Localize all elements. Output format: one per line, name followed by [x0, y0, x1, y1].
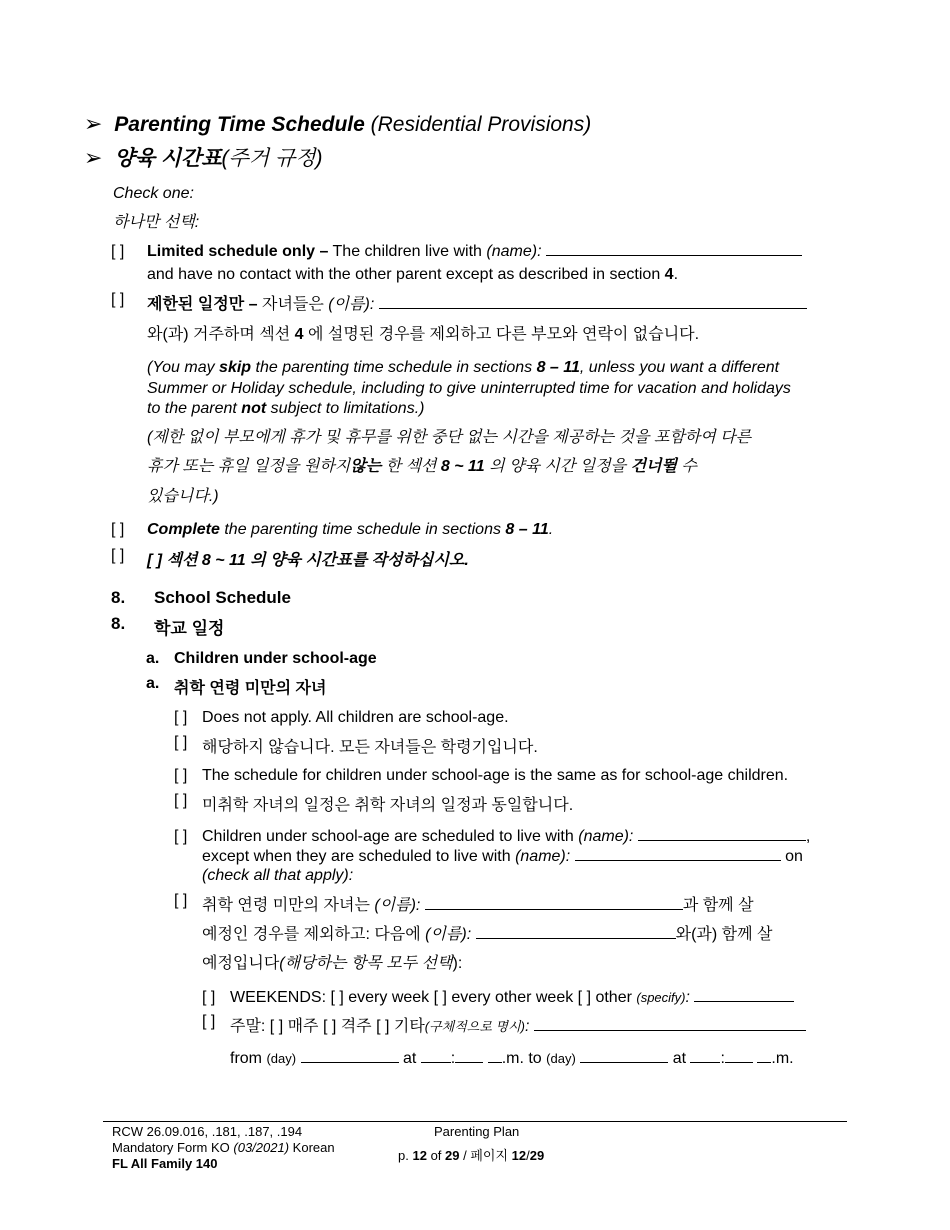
at-label: at	[672, 1050, 687, 1067]
option3-ko-name-field[interactable]	[425, 908, 683, 910]
skip-note-not: not	[241, 400, 267, 417]
skip-note-text: the parenting time schedule in sections	[255, 359, 533, 376]
section-8-title-ko: 학교 일정	[154, 619, 225, 638]
option3-ko-line1	[202, 892, 754, 915]
option3-name-field[interactable]	[638, 839, 806, 841]
option3-en-line2	[202, 848, 803, 866]
weekends-en-line	[230, 989, 794, 1007]
weekends-ko-checkbox[interactable]: [ ]	[202, 1013, 216, 1030]
section-8-number: 8.	[111, 614, 126, 633]
skip-note-en-l2: Summer or Holiday schedule, including to give uninterrupted time for vacation and holidays	[147, 380, 791, 397]
skip-note-text: subject to limitations.)	[270, 400, 425, 417]
option3-en-checkbox[interactable]: [ ]	[174, 828, 188, 845]
weekends-colon: :	[685, 989, 690, 1006]
skip-note-en-l1	[147, 359, 779, 377]
subsection-a-label: a.	[146, 675, 160, 692]
option3-name-label: (name):	[578, 828, 634, 845]
option2-en: The schedule for children under school-age is the same as for school-age children.	[202, 767, 789, 784]
complete-en-sections: 8 – 11	[505, 521, 549, 538]
footer-page-num-ko: 12	[511, 1148, 527, 1163]
skip-note-text: (You may	[147, 359, 215, 376]
footer-rcw: RCW 26.09.016, .181, .187, .194	[112, 1124, 303, 1139]
weekends-en-checkbox[interactable]: [ ]	[202, 989, 216, 1006]
m-end-label: .m.	[771, 1050, 794, 1067]
skip-note-text: , unless you want a different	[579, 359, 780, 376]
footer-page-of: of	[430, 1148, 442, 1163]
limited-ko-line1	[147, 291, 807, 314]
from-hour-field[interactable]	[421, 1061, 451, 1063]
subsection-a-title-en: Children under school-age	[174, 650, 377, 667]
weekends-ko-text: 주말: [ ] 매주 [ ] 격주 [ ] 기타	[230, 1018, 425, 1035]
to-ampm-field[interactable]	[757, 1061, 771, 1063]
to-day-field[interactable]	[580, 1061, 668, 1063]
skip-note-text: 휴가 또는 휴일 일정을 원하지	[147, 458, 351, 475]
skip-note-sections-ko: 8 ~ 11	[440, 458, 485, 475]
section-8-title-en: School Schedule	[154, 588, 291, 607]
from-label: from	[230, 1050, 262, 1067]
time-colon: :	[450, 1050, 456, 1067]
limited-ko-name-label: (이름):	[328, 296, 375, 313]
option3-ko-checkbox[interactable]: [ ]	[174, 892, 188, 909]
limited-ko-name-field[interactable]	[379, 307, 807, 309]
weekends-ko-line	[230, 1013, 806, 1036]
skip-note-en-l3	[147, 400, 424, 418]
weekends-other-field[interactable]	[694, 1000, 794, 1002]
limited-en-line1	[147, 243, 802, 261]
skip-note-ko-l2	[147, 453, 697, 476]
weekends-specify: (specify)	[636, 990, 686, 1005]
option3-ko-except-name-field[interactable]	[476, 937, 676, 939]
skip-note-text: to the parent	[147, 400, 237, 417]
option3-ko-line2	[202, 921, 772, 944]
limited-en-text: The children live with	[332, 243, 482, 260]
footer-page	[398, 1145, 544, 1164]
to-hour-field[interactable]	[690, 1061, 720, 1063]
skip-note-skip: skip	[219, 359, 252, 376]
title-en-paren: (Residential Provisions)	[370, 113, 592, 136]
skip-note-ko-l3: 있습니다.)	[147, 488, 219, 505]
option3-comma: ,	[805, 828, 811, 845]
footer-form-date: (03/2021)	[233, 1140, 290, 1155]
footer-page-slash: /	[526, 1148, 530, 1163]
option3-ko-end: ):	[452, 955, 463, 972]
check-one-ko: 하나만 선택:	[113, 214, 200, 231]
footer-form-label: Mandatory Form KO	[112, 1140, 230, 1155]
complete-ko-line: [ ] 섹션 8 ~ 11 의 양육 시간표를 작성하십시오.	[147, 552, 469, 569]
footer-page-total: 29	[445, 1148, 460, 1163]
option3-ko-text: 예정입니다	[202, 955, 280, 972]
limited-ko-bold: 제한된 일정만 –	[147, 296, 258, 313]
option3-except-name-field[interactable]	[575, 859, 781, 861]
footer-divider	[103, 1121, 847, 1122]
weekends-ko-specify: (구체적으로 명시)	[424, 1019, 525, 1034]
skip-note-sections: 8 – 11	[536, 359, 580, 376]
option3-en-line3: (check all that apply):	[202, 867, 354, 884]
complete-ko-checkbox[interactable]: [ ]	[111, 547, 125, 564]
section-heading-ko	[84, 142, 323, 172]
section-8-number: 8.	[111, 588, 126, 607]
from-minute-field[interactable]	[455, 1061, 483, 1063]
option1-en-checkbox[interactable]: [ ]	[174, 709, 188, 726]
option2-ko-checkbox[interactable]: [ ]	[174, 792, 188, 809]
skip-note-text: 한 섹션	[385, 458, 437, 475]
limited-ko-line2-a: 와(과) 거주하며 섹션	[147, 326, 291, 343]
limited-en-section-num: 4	[664, 266, 674, 283]
to-minute-field[interactable]	[725, 1061, 753, 1063]
option3-en-line1	[202, 828, 810, 846]
m-to-label: .m. to	[501, 1050, 542, 1067]
skip-note-not-ko: 않는	[350, 458, 382, 475]
footer-page-total-ko: 29	[529, 1148, 545, 1163]
arrow-bullet-icon: ➢	[84, 145, 103, 170]
limited-ko-checkbox[interactable]: [ ]	[111, 291, 125, 308]
complete-en-period: .	[548, 521, 554, 538]
limited-ko-line2	[147, 321, 699, 344]
weekends-ko-colon: :	[524, 1018, 530, 1035]
limited-en-name-field[interactable]	[546, 254, 802, 256]
limited-ko-section-num: 4	[294, 326, 304, 343]
option3-text: Children under school-age are scheduled to live with	[202, 828, 574, 845]
time-colon: :	[720, 1050, 725, 1067]
limited-en-line2	[147, 266, 678, 284]
section-heading-en	[84, 111, 591, 137]
weekends-ko-other-field[interactable]	[534, 1029, 806, 1031]
footer-fl: FL All Family 140	[112, 1156, 218, 1171]
arrow-bullet-icon: ➢	[84, 111, 103, 136]
footer-page-p: p.	[398, 1148, 409, 1163]
footer-form	[112, 1140, 335, 1155]
subsection-a-title-ko: 취학 연령 미만의 자녀	[174, 680, 327, 697]
day-label: (day)	[546, 1051, 576, 1066]
option2-en-checkbox[interactable]: [ ]	[174, 767, 188, 784]
limited-en-line2-text: and have no contact with the other parent except as described in section	[147, 266, 661, 283]
complete-en-checkbox[interactable]: [ ]	[111, 521, 125, 538]
option3-ko-name-label: (이름):	[425, 926, 472, 943]
option3-ko-with2: 와(과) 함께 살	[675, 926, 773, 943]
option1-en: Does not apply. All children are school-age.	[202, 709, 509, 726]
option1-ko: 해당하지 않습니다. 모든 자녀들은 학령기입니다.	[202, 739, 538, 756]
option3-ko-with: 과 함께 살	[682, 897, 754, 914]
skip-note-text: 수	[681, 458, 697, 475]
footer-form-lang: Korean	[292, 1140, 335, 1155]
time-range-line	[230, 1050, 794, 1068]
option3-on: on	[785, 848, 803, 865]
option3-ko-text: 예정인 경우를 제외하고: 다음에	[202, 926, 421, 943]
option1-ko-checkbox[interactable]: [ ]	[174, 734, 188, 751]
complete-en-line	[147, 521, 553, 539]
limited-en-checkbox[interactable]: [ ]	[111, 243, 125, 260]
option3-ko-line3	[202, 950, 462, 973]
title-en-bold: Parenting Time Schedule	[114, 113, 365, 136]
subsection-a-label: a.	[146, 650, 160, 667]
option3-ko-text: 취학 연령 미만의 자녀는	[202, 897, 370, 914]
complete-en-bold: Complete	[147, 521, 220, 538]
at-label: at	[402, 1050, 417, 1067]
skip-note-ko-l1: (제한 없이 부모에게 휴가 및 휴무를 위한 중단 없는 시간을 제공하는 것을 포함하여 다른	[147, 429, 752, 446]
skip-note-skip-ko: 건너뛸	[630, 458, 677, 475]
weekends-en-text: WEEKENDS: [ ] every week [ ] every other week [ ] other	[230, 989, 632, 1006]
limited-ko-text: 자녀들은	[261, 296, 324, 313]
limited-en-period: .	[673, 266, 679, 283]
skip-note-text: 의 양육 시간 일정을	[489, 458, 627, 475]
title-ko-paren: (주거 규정)	[221, 147, 323, 170]
limited-en-bold: Limited schedule only –	[147, 243, 329, 260]
limited-en-name-label: (name):	[486, 243, 542, 260]
footer-page-num: 12	[412, 1148, 427, 1163]
complete-en-text: the parenting time schedule in sections	[224, 521, 501, 538]
footer-page-sep: / 페이지	[463, 1148, 509, 1163]
limited-ko-line2-b: 에 설명된 경우를 제외하고 다른 부모와 연락이 없습니다.	[308, 326, 700, 343]
from-ampm-field[interactable]	[488, 1061, 502, 1063]
option3-text: except when they are scheduled to live with	[202, 848, 511, 865]
option2-ko: 미취학 자녀의 일정은 취학 자녀의 일정과 동일합니다.	[202, 797, 574, 814]
option3-ko-check-all: (해당하는 항목 모두 선택	[279, 955, 453, 972]
option3-name-label: (name):	[515, 848, 571, 865]
day-label: (day)	[266, 1051, 297, 1066]
check-one-en: Check one:	[113, 185, 194, 202]
option3-ko-name-label: (이름):	[374, 897, 421, 914]
from-day-field[interactable]	[301, 1061, 399, 1063]
title-ko-bold: 양육 시간표	[114, 147, 222, 170]
footer-plan: Parenting Plan	[434, 1124, 520, 1139]
